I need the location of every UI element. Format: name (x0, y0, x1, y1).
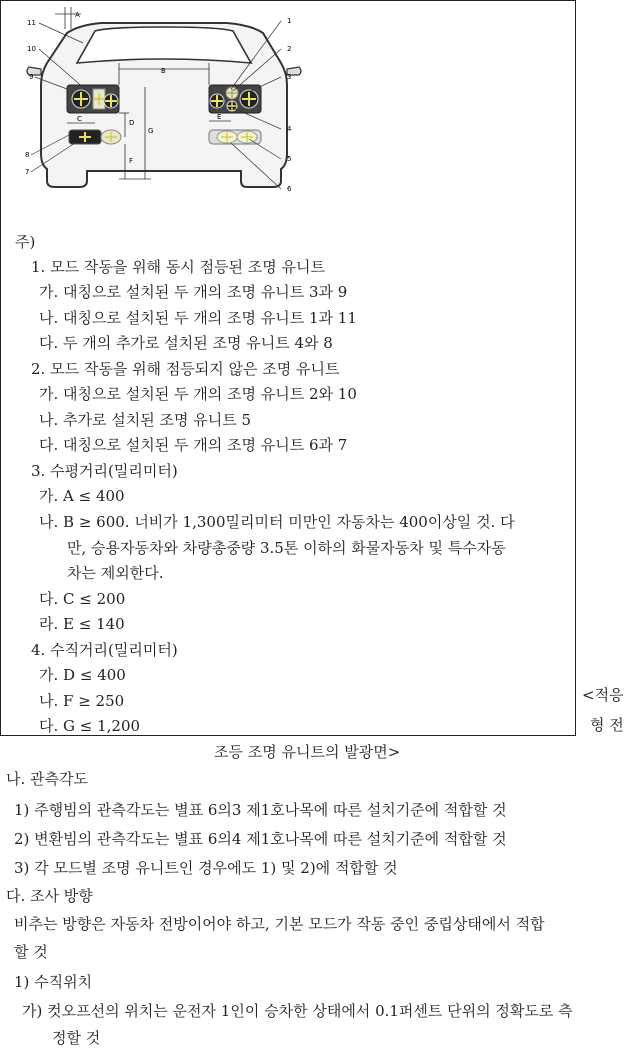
note-4: 4. 수직거리(밀리미터) (31, 641, 178, 659)
callout-10: 10 (27, 45, 36, 53)
note-2: 2. 모드 작동을 위해 점등되지 않은 조명 유니트 (31, 360, 340, 378)
section-da-item1a-line2: 정할 것 (52, 1029, 101, 1047)
dim-b: B (161, 67, 166, 75)
note-4-a: 가. D ≤ 400 (39, 666, 126, 684)
callout-3: 3 (287, 73, 292, 81)
callout-6: 6 (287, 185, 292, 193)
note-3-b-line3: 차는 제외한다. (67, 564, 164, 582)
section-da-para-line1: 비추는 방향은 자동차 전방이어야 하고, 기본 모드가 작동 중인 중립상태에서 적합 (14, 915, 545, 933)
note-4-c: 다. G ≤ 1,200 (39, 717, 141, 735)
section-na-heading: 나. 관측각도 (6, 770, 88, 788)
note-3-b-line2: 만, 승용자동차와 차량총중량 3.5톤 이하의 화물자동차 및 특수자동 (67, 539, 506, 557)
dim-d: D (129, 119, 135, 127)
section-da-item1a-line1: 가) 컷오프선의 위치는 운전자 1인이 승차한 상태에서 0.1퍼센트 단위의 정확도로 측 (22, 1002, 573, 1020)
figure-caption: 조등 조명 유니트의 발광면> (214, 743, 401, 761)
note-2-a: 가. 대칭으로 설치된 두 개의 조명 유니트 2와 10 (39, 385, 357, 403)
note-4-b: 나. F ≥ 250 (39, 692, 125, 710)
note-3: 3. 수평거리(밀리미터) (31, 462, 178, 480)
dim-g: G (148, 127, 154, 135)
section-na-item3: 3) 각 모드별 조명 유니트인 경우에도 1) 및 2)에 적합할 것 (14, 859, 398, 877)
section-na-item2: 2) 변환빔의 관측각도는 별표 6의4 제1호나목에 따른 설치기준에 적합할 것 (14, 830, 507, 848)
notes-heading: 주) (15, 233, 36, 251)
section-da-item1: 1) 수직위치 (14, 973, 93, 991)
callout-9: 9 (29, 73, 34, 81)
dim-f: F (129, 157, 134, 165)
windshield (77, 27, 251, 63)
callout-4: 4 (287, 125, 292, 133)
section-da-para-line2: 할 것 (14, 943, 48, 961)
dim-a: A (75, 11, 80, 19)
callout-1: 1 (287, 17, 292, 25)
dim-e: E (217, 113, 222, 121)
callout-5: 5 (287, 155, 292, 163)
note-1-c: 다. 두 개의 추가로 설치된 조명 유니트 4와 8 (39, 334, 333, 352)
note-3-d: 라. E ≤ 140 (39, 615, 125, 633)
note-2-b: 나. 추가로 설치된 조명 유니트 5 (39, 411, 252, 429)
dim-c: C (77, 115, 82, 123)
caption-part1: <적응 (582, 686, 624, 704)
callout-11: 11 (27, 19, 36, 27)
note-2-c: 다. 대칭으로 설치된 두 개의 조명 유니트 6과 7 (39, 436, 348, 454)
callout-8: 8 (25, 151, 30, 159)
headlamp-diagram (19, 3, 309, 208)
note-3-a: 가. A ≤ 400 (39, 487, 125, 505)
section-da-heading: 다. 조사 방향 (6, 887, 93, 905)
note-1: 1. 모드 작동을 위해 동시 점등된 조명 유니트 (31, 258, 326, 276)
callout-2: 2 (287, 45, 292, 53)
note-1-b: 나. 대칭으로 설치된 두 개의 조명 유니트 1과 11 (39, 309, 357, 327)
section-na-item1: 1) 주행빔의 관측각도는 별표 6의3 제1호나목에 따른 설치기준에 적합할 것 (14, 801, 507, 819)
note-3-b-line1: 나. B ≥ 600. 너비가 1,300밀리미터 미만인 자동차는 400이상일 것. 다 (39, 513, 515, 531)
note-1-a: 가. 대칭으로 설치된 두 개의 조명 유니트 3과 9 (39, 283, 348, 301)
note-3-c: 다. C ≤ 200 (39, 590, 126, 608)
callout-7: 7 (25, 168, 30, 176)
caption-part2: 형 전 (590, 716, 624, 734)
